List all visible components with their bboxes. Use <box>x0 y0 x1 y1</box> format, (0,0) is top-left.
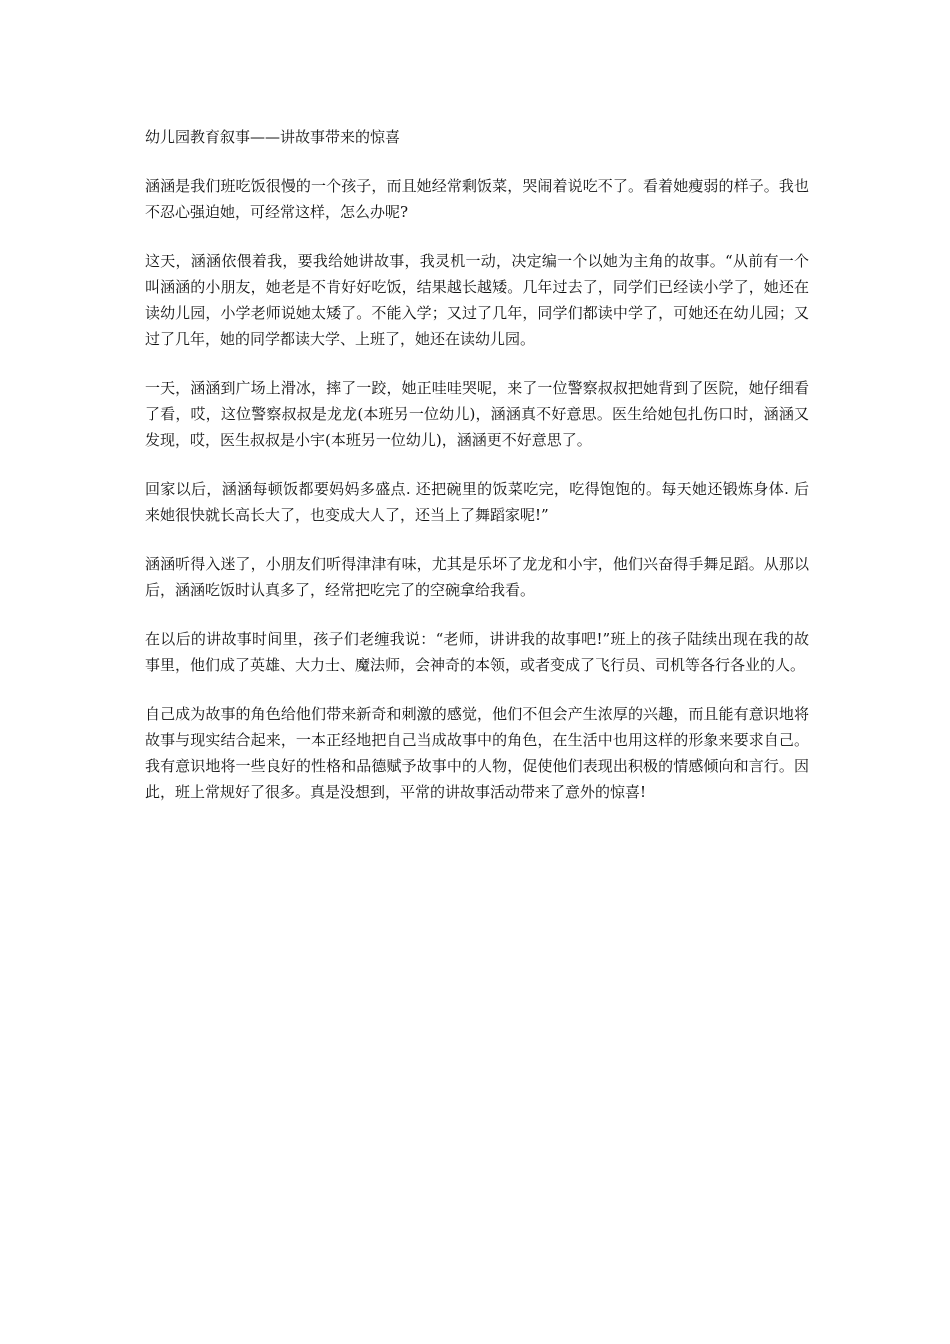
paragraph-2: 这天，涵涵依偎着我，要我给她讲故事，我灵机一动，决定编一个以她为主角的故事。“从前有一个叫涵涵的小朋友，她老是不肯好好吃饭，结果越长越矮。几年过去了，同学们已经读小学了，她还在读幼儿园，小学老师说她太矮了。不能入学；又过了几年，同学们都读中学了，可她还在幼儿园；又过了几年，她的同学都读大学、上班了，她还在读幼儿园。 <box>145 252 809 348</box>
paragraph-7: 自己成为故事的角色给他们带来新奇和刺激的感觉，他们不但会产生浓厚的兴趣，而且能有意识地将故事与现实结合起来，一本正经地把自己当成故事中的角色，在生活中也用这样的形象来要求自己。我有意识地将一些良好的性格和品德赋予故事中的人物，促使他们表现出积极的情感倾向和言行。因此，班上常规好了很多。真是没想到，平常的讲故事活动带来了意外的惊喜! <box>145 705 809 801</box>
document-title: 幼儿园教育叙事——讲故事带来的惊喜 <box>145 128 401 146</box>
paragraph-4: 回家以后，涵涵每顿饭都要妈妈多盛点. 还把碗里的饭菜吃完，吃得饱饱的。每天她还锻炼身体. 后来她很快就长高长大了，也变成大人了，还当上了舞蹈家呢!” <box>145 480 809 524</box>
paragraph-5: 涵涵听得入迷了，小朋友们听得津津有味，尤其是乐坏了龙龙和小宇，他们兴奋得手舞足蹈。从那以后，涵涵吃饭时认真多了，经常把吃完了的空碗拿给我看。 <box>145 555 809 599</box>
paragraph-3: 一天，涵涵到广场上滑冰，摔了一跤，她正哇哇哭呢，来了一位警察叔叔把她背到了医院，她仔细看了看，哎，这位警察叔叔是龙龙(本班另一位幼儿)，涵涵真不好意思。医生给她包扎伤口时，涵涵又发现，哎，医生叔叔是小宇(本班另一位幼儿)，涵涵更不好意思了。 <box>145 379 809 449</box>
paragraph-1: 涵涵是我们班吃饭很慢的一个孩子，而且她经常剩饭菜，哭闹着说吃不了。看着她瘦弱的样子。我也不忍心强迫她，可经常这样，怎么办呢? <box>145 177 809 221</box>
document-body <box>145 124 809 828</box>
paragraph-6: 在以后的讲故事时间里，孩子们老缠我说：“老师，讲讲我的故事吧!”班上的孩子陆续出现在我的故事里，他们成了英雄、大力士、魔法师，会神奇的本领，或者变成了飞行员、司机等各行各业的人。 <box>145 630 809 674</box>
